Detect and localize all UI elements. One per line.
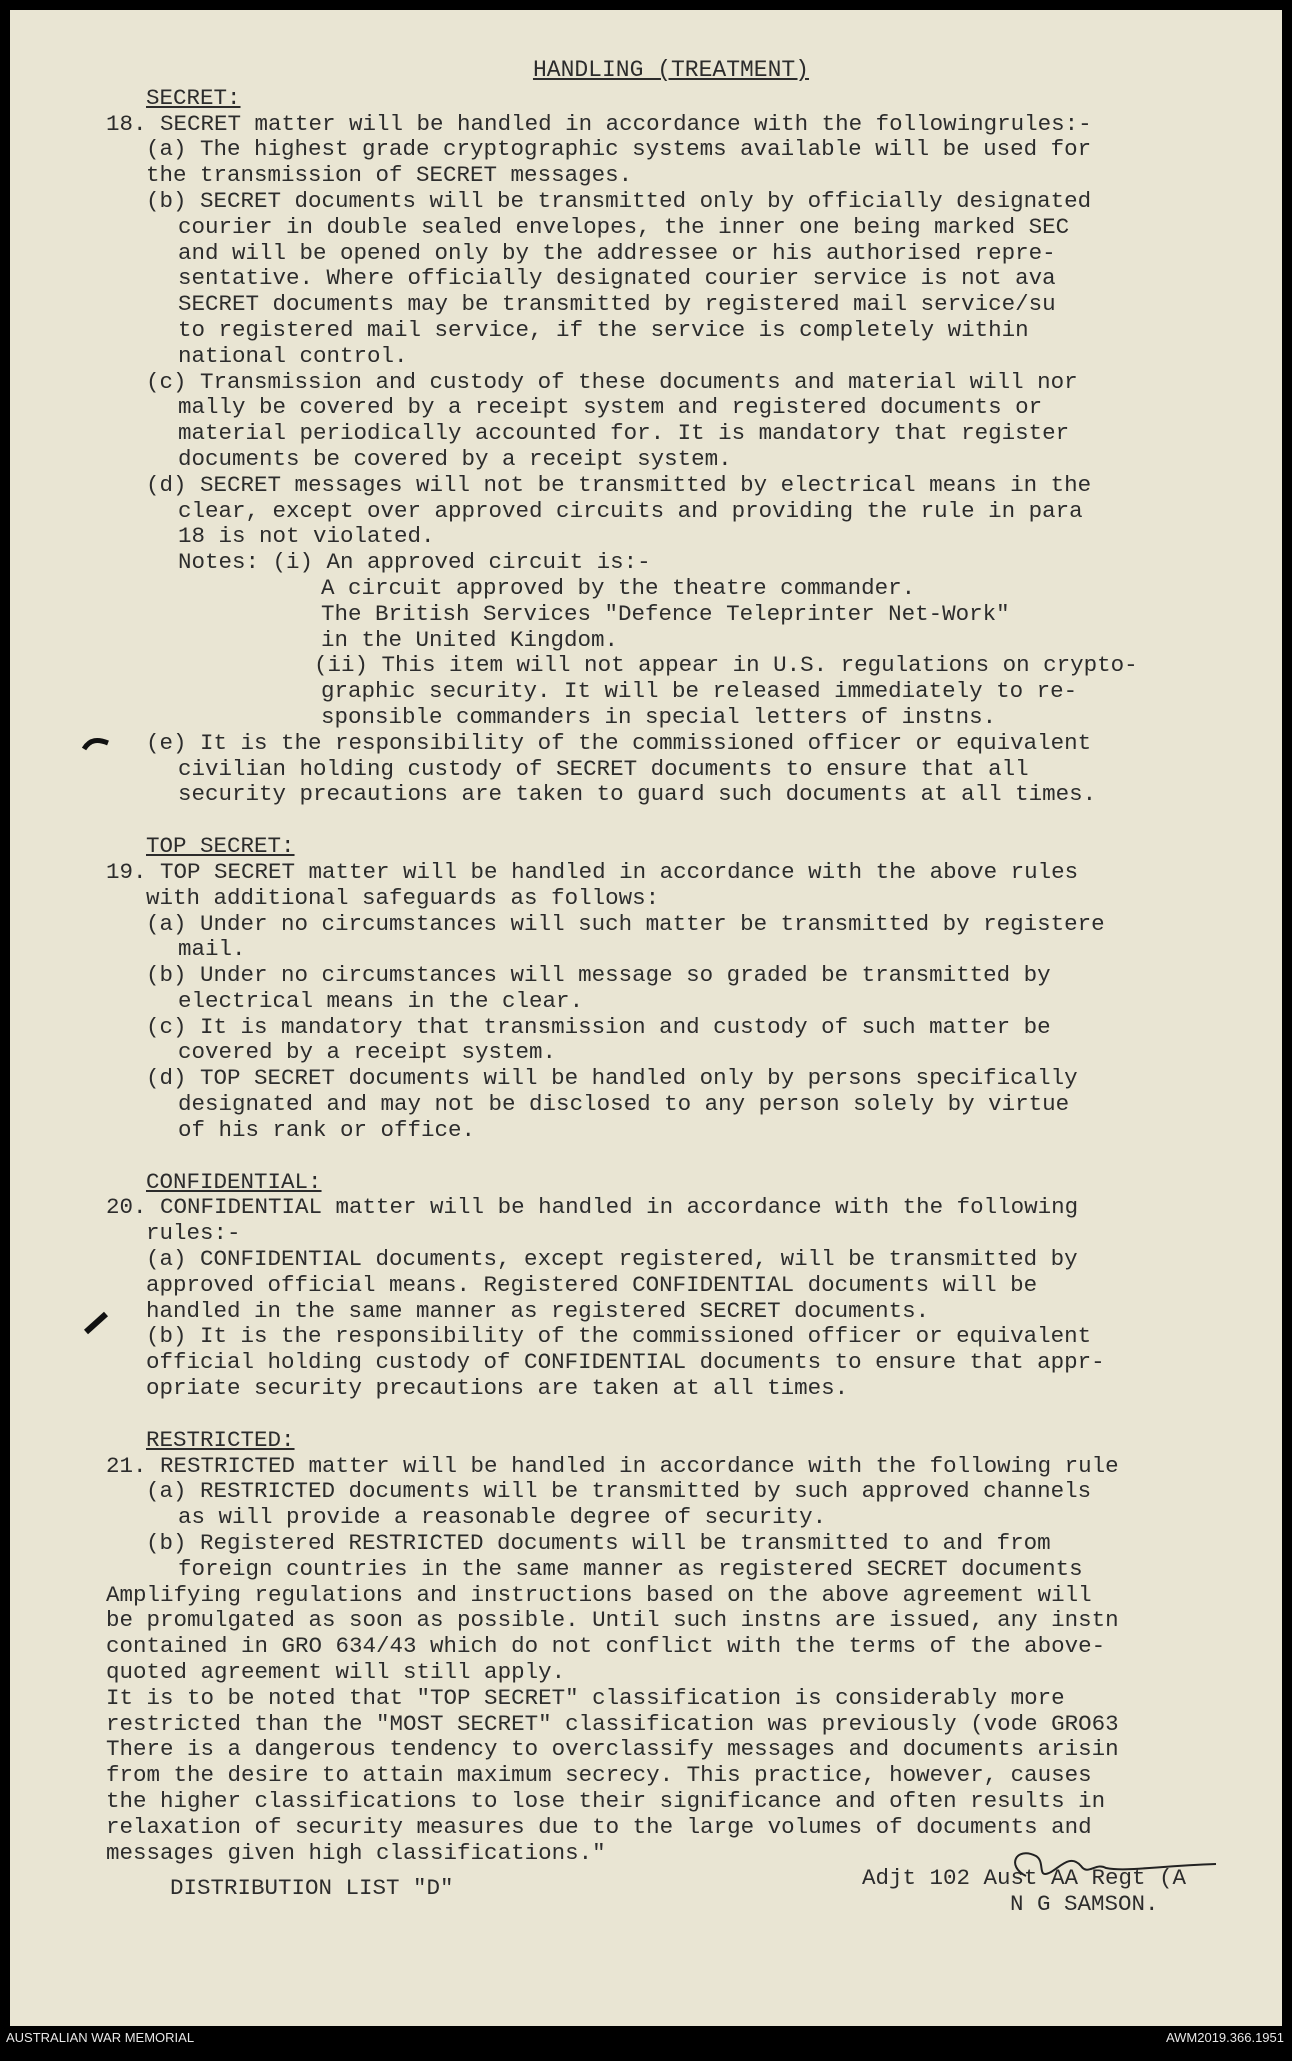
text-line: national control. [178, 342, 408, 369]
text-line: foreign countries in the same manner as registered SECRET documents [178, 1555, 1083, 1582]
text-line: opriate security precautions are taken at all times. [146, 1375, 849, 1402]
text-line: electrical means in the clear. [178, 987, 584, 1014]
text-line: security precautions are taken to guard such documents at all times. [178, 781, 1097, 808]
signatory-title: Adjt 102 Aust AA Regt (A [862, 1865, 1187, 1892]
section-heading: RESTRICTED: [146, 1426, 295, 1453]
text-line: of his rank or office. [178, 1116, 476, 1143]
text-line: clear, except over approved circuits and providing the rule in para [178, 497, 1083, 524]
text-line: relaxation of security measures due to the large volumes of documents and [106, 1813, 1092, 1840]
text-line: (a) The highest grade cryptographic systems available will be used for [146, 136, 1092, 163]
text-line: messages given high classifications." [106, 1839, 606, 1866]
text-line: graphic security. It will be released immediately to re- [321, 678, 1078, 705]
text-line: with additional safeguards as follows: [146, 884, 660, 911]
text-line: (e) It is the responsibility of the commissioned officer or equivalent [146, 729, 1092, 756]
text-line: in the United Kingdom. [321, 626, 619, 653]
text-line: sponsible commanders in special letters of instns. [321, 703, 997, 730]
text-line: (ii) This item will not appear in U.S. regulations on crypto- [206, 652, 1138, 679]
text-line: It is to be noted that "TOP SECRET" classification is considerably more [106, 1684, 1065, 1711]
text-line: (b) Under no circumstances will message so graded be transmitted by [146, 962, 1051, 989]
section-heading: TOP SECRET: [146, 833, 295, 860]
text-line: sentative. Where officially designated courier service is not ava [178, 265, 1056, 292]
sections-container [106, 86, 1236, 1867]
text-line: designated and may not be disclosed to any person solely by virtue [178, 1091, 1070, 1118]
text-line: The British Services "Defence Teleprinter Net-Work" [321, 600, 1010, 627]
text-line: 20. CONFIDENTIAL matter will be handled in accordance with the following [106, 1194, 1079, 1221]
text-line: handled in the same manner as registered SECRET documents. [146, 1297, 930, 1324]
text-line: 21. RESTRICTED matter will be handled in accordance with the following rule [106, 1452, 1119, 1479]
text-line: the higher classifications to lose their significance and often results in [106, 1788, 1106, 1814]
text-line: A circuit approved by the theatre commander. [321, 574, 916, 601]
text-line: rules:- [146, 1220, 241, 1247]
text-line: (a) RESTRICTED documents will be transmitted by such approved channels [146, 1478, 1092, 1505]
text-line: material periodically accounted for. It is mandatory that register [178, 420, 1070, 447]
section-gap [106, 808, 1236, 834]
text-line: (a) CONFIDENTIAL documents, except registered, will be transmitted by [146, 1246, 1078, 1273]
text-line: (b) Registered RESTRICTED documents will be transmitted to and from [146, 1530, 1051, 1557]
text-line: mally be covered by a receipt system and registered documents or [178, 394, 1043, 421]
section-heading: SECRET: [146, 84, 241, 111]
text-line: (c) Transmission and custody of these documents and material will nor [146, 368, 1078, 395]
text-line: (d) SECRET messages will not be transmitted by electrical means in the [146, 471, 1092, 498]
text-line: mail. [178, 936, 246, 963]
text-line: Notes: (i) An approved circuit is:- [178, 549, 651, 576]
section-gap [106, 1402, 1236, 1428]
text-line: 19. TOP SECRET matter will be handled in accordance with the above rules [106, 858, 1079, 885]
signature-block [106, 1866, 1236, 1926]
footer-reference: AWM2019.366.1951 [1165, 2030, 1284, 2045]
text-line: Amplifying regulations and instructions based on the above agreement will [106, 1581, 1092, 1608]
distribution-list: DISTRIBUTION LIST "D" [170, 1875, 454, 1902]
text-line: (d) TOP SECRET documents will be handled only by persons specifically [146, 1065, 1078, 1092]
text-line: and will be opened only by the addressee or his authorised repre- [178, 239, 1056, 266]
document-page [10, 10, 1282, 2026]
text-line: 18. SECRET matter will be handled in accordance with the followingrules:- [106, 110, 1092, 137]
text-line: civilian holding custody of SECRET documents to ensure that all [178, 755, 1029, 782]
text-line: quoted agreement will still apply. [106, 1659, 566, 1686]
text-line: from the desire to attain maximum secrecy. This practice, however, causes [106, 1762, 1092, 1789]
text-line: (c) It is mandatory that transmission and custody of such matter be [146, 1013, 1051, 1040]
text-line: official holding custody of CONFIDENTIAL documents to ensure that appr- [146, 1349, 1105, 1376]
text-line: as will provide a reasonable degree of security. [178, 1504, 827, 1531]
text-line: approved official means. Registered CONFIDENTIAL documents will be [146, 1271, 1038, 1298]
footer-institution: AUSTRALIAN WAR MEMORIAL [6, 2030, 195, 2045]
text-line: (b) SECRET documents will be transmitted only by officially designated [146, 187, 1092, 214]
text-line: covered by a receipt system. [178, 1039, 557, 1066]
text-line: documents be covered by a receipt system. [178, 445, 732, 472]
text-line: contained in GRO 634/43 which do not conflict with the terms of the above- [106, 1633, 1106, 1660]
document-title: HANDLING (TREATMENT) [532, 57, 810, 83]
text-line: the transmission of SECRET messages. [146, 162, 633, 189]
text-line: 18 is not violated. [178, 523, 435, 550]
text-line: SECRET documents may be transmitted by registered mail service/su [178, 291, 1056, 318]
section-gap [106, 1144, 1236, 1170]
section-heading: CONFIDENTIAL: [146, 1168, 322, 1195]
signatory-name: N G SAMSON. [1010, 1891, 1159, 1918]
text-line: courier in double sealed envelopes, the inner one being marked SEC [178, 213, 1070, 240]
text-line: be promulgated as soon as possible. Until such instns are issued, any instn [106, 1607, 1119, 1634]
document-body [106, 58, 1236, 1926]
text-line: (b) It is the responsibility of the commissioned officer or equivalent [146, 1323, 1092, 1350]
text-line: (a) Under no circumstances will such matter be transmitted by registere [146, 910, 1105, 937]
text-line: to registered mail service, if the service is completely within [178, 316, 1029, 343]
text-line: restricted than the "MOST SECRET" classification was previously (vode GRO63 [106, 1710, 1119, 1737]
margin-mark-icon [82, 1310, 112, 1336]
margin-mark-icon [82, 735, 112, 755]
text-line: There is a dangerous tendency to overclassify messages and documents arisin [106, 1736, 1119, 1763]
